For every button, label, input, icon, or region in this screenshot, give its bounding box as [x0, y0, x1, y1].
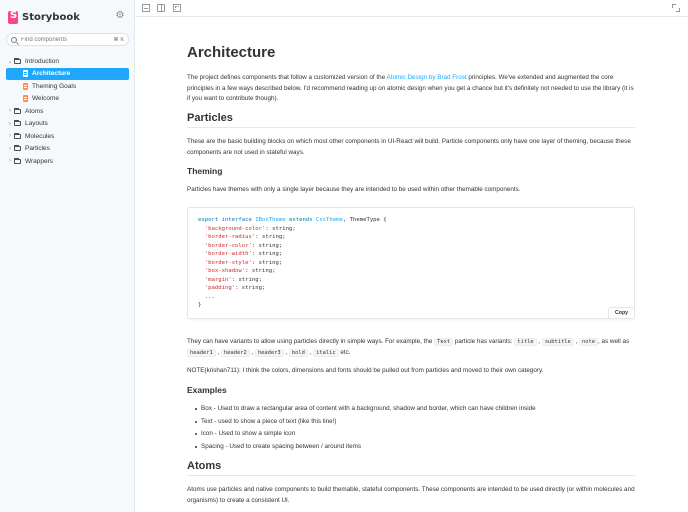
tree-item-label: Architecture	[32, 70, 71, 78]
chevron-right-icon: ›	[9, 133, 11, 140]
list-item: Spacing - Used to create spacing between / around items	[195, 442, 536, 455]
component-tree	[6, 55, 129, 168]
chevron-down-icon: ⌄	[7, 58, 13, 65]
tree-folder-layouts[interactable]	[6, 118, 129, 131]
intro-text-end: principles. We've extended and augmented the core principles in a few ways described below. I'd recommend reading up on atomic design when you get a chance but it's definitely not needed to use the library (it is if you want to contribute though).	[187, 74, 634, 102]
tree-item-label: Atoms	[25, 107, 44, 115]
settings-gear-icon[interactable]: ⚙	[115, 10, 125, 21]
atoms-paragraph: Atoms use particles and native components to build themable, stateful components. These components are intended to be used directly (or within molecules and organisms) to create a consistent UI.	[187, 486, 635, 504]
chevron-right-icon: ›	[9, 108, 11, 115]
inline-code: note	[579, 338, 598, 346]
inline-code: subtitle	[542, 338, 574, 346]
theming-paragraph: Particles have themes with only a single layer because they are intended to be used within other themable components.	[187, 186, 521, 193]
tree-folder-molecules[interactable]	[6, 130, 129, 143]
tree-folder-wrappers[interactable]	[6, 155, 129, 168]
canvas-toolbar	[135, 0, 688, 17]
inline-code: italic	[313, 349, 338, 357]
note-paragraph: NOTE(krishan711): I think the colors, dimensions and fonts should be pulled out from particles and moved to their own category.	[187, 367, 544, 374]
document-icon	[23, 95, 28, 102]
docs-content	[187, 17, 635, 512]
folder-icon	[14, 159, 21, 164]
brand-title: Storybook	[22, 11, 80, 23]
document-icon	[23, 70, 28, 77]
tree-folder-particles[interactable]	[6, 143, 129, 156]
tree-folder-atoms[interactable]	[6, 105, 129, 118]
list-item: Text - used to show a piece of text (like this line!)	[195, 417, 536, 430]
folder-icon	[14, 109, 21, 114]
search-shortcut-hint: ⌘ K	[113, 36, 124, 43]
fullscreen-icon[interactable]	[672, 4, 680, 12]
chevron-right-icon: ›	[9, 145, 11, 152]
list-item: Box - Used to draw a rectangular area of content with a background, shadow and border, which can have children inside	[195, 404, 536, 417]
particles-paragraph: These are the basic building blocks on which most other components in UI-React will build. Particle components only have one layer of theming, because these components are not used in stateful ways.	[187, 138, 631, 156]
background-icon[interactable]	[157, 4, 165, 12]
intro-paragraph	[187, 73, 635, 105]
examples-list	[195, 404, 536, 454]
tree-item-label: Introduction	[25, 57, 59, 65]
heading-theming: Theming	[187, 166, 223, 176]
storybook-brand[interactable]	[8, 10, 80, 24]
tree-item-label: Welcome	[32, 95, 59, 103]
inline-code: title	[514, 338, 536, 346]
tree-doc-welcome[interactable]	[6, 93, 129, 106]
inline-code: header2	[221, 349, 250, 357]
heading-particles: Particles	[187, 113, 635, 128]
storybook-logo-icon	[8, 11, 18, 24]
sidebar	[0, 0, 135, 512]
grid-icon[interactable]	[173, 4, 181, 12]
folder-icon	[14, 59, 21, 64]
tree-item-label: Molecules	[25, 132, 55, 140]
heading-examples: Examples	[187, 385, 227, 395]
copy-button[interactable]: Copy	[608, 307, 634, 318]
heading-atoms: Atoms	[187, 461, 635, 476]
chevron-right-icon: ›	[9, 158, 11, 165]
tree-folder-introduction[interactable]	[6, 55, 129, 68]
atomic-design-link[interactable]: Atomic Design by Brad Frost	[386, 74, 467, 81]
intro-text-start: The project defines components that follow a customized version of the	[187, 74, 387, 81]
search-box[interactable]	[6, 33, 129, 46]
page-title: Architecture	[187, 44, 276, 61]
variants-paragraph: They can have variants to allow using particles directly in simple ways. For example, the Text particle has variants: title , subtitle , note , as well as header1 , header2 , header3 , bold , italic etc.	[187, 338, 630, 356]
inline-code: Text	[434, 338, 453, 346]
inline-code: header3	[255, 349, 284, 357]
search-icon	[11, 37, 17, 43]
code-block	[187, 207, 635, 319]
folder-icon	[14, 146, 21, 151]
code-text: export interface IBoxTheme extends CssTheme, ThemeType { 'background-color': string; 'border-radius': string; 'border-color': string; 'border-width': string; 'border-style': string; 'box-shadow': string; 'margin': string; 'padding': string; ... }	[198, 217, 387, 308]
tree-item-label: Wrappers	[25, 157, 54, 165]
folder-icon	[14, 121, 21, 126]
tree-item-label: Particles	[25, 145, 50, 153]
folder-icon	[14, 134, 21, 139]
search-input[interactable]	[21, 37, 113, 43]
list-item: Icon - Used to show a simple icon	[195, 429, 536, 442]
inline-code: bold	[289, 349, 308, 357]
inline-code: header1	[187, 349, 216, 357]
tree-item-label: Layouts	[25, 120, 48, 128]
chevron-right-icon: ›	[9, 120, 11, 127]
document-icon	[23, 83, 28, 90]
zoom-icon[interactable]	[142, 4, 150, 12]
tree-doc-architecture[interactable]	[6, 68, 129, 81]
tree-item-label: Theming Goals	[32, 82, 77, 90]
tree-doc-theming-goals[interactable]	[6, 80, 129, 93]
